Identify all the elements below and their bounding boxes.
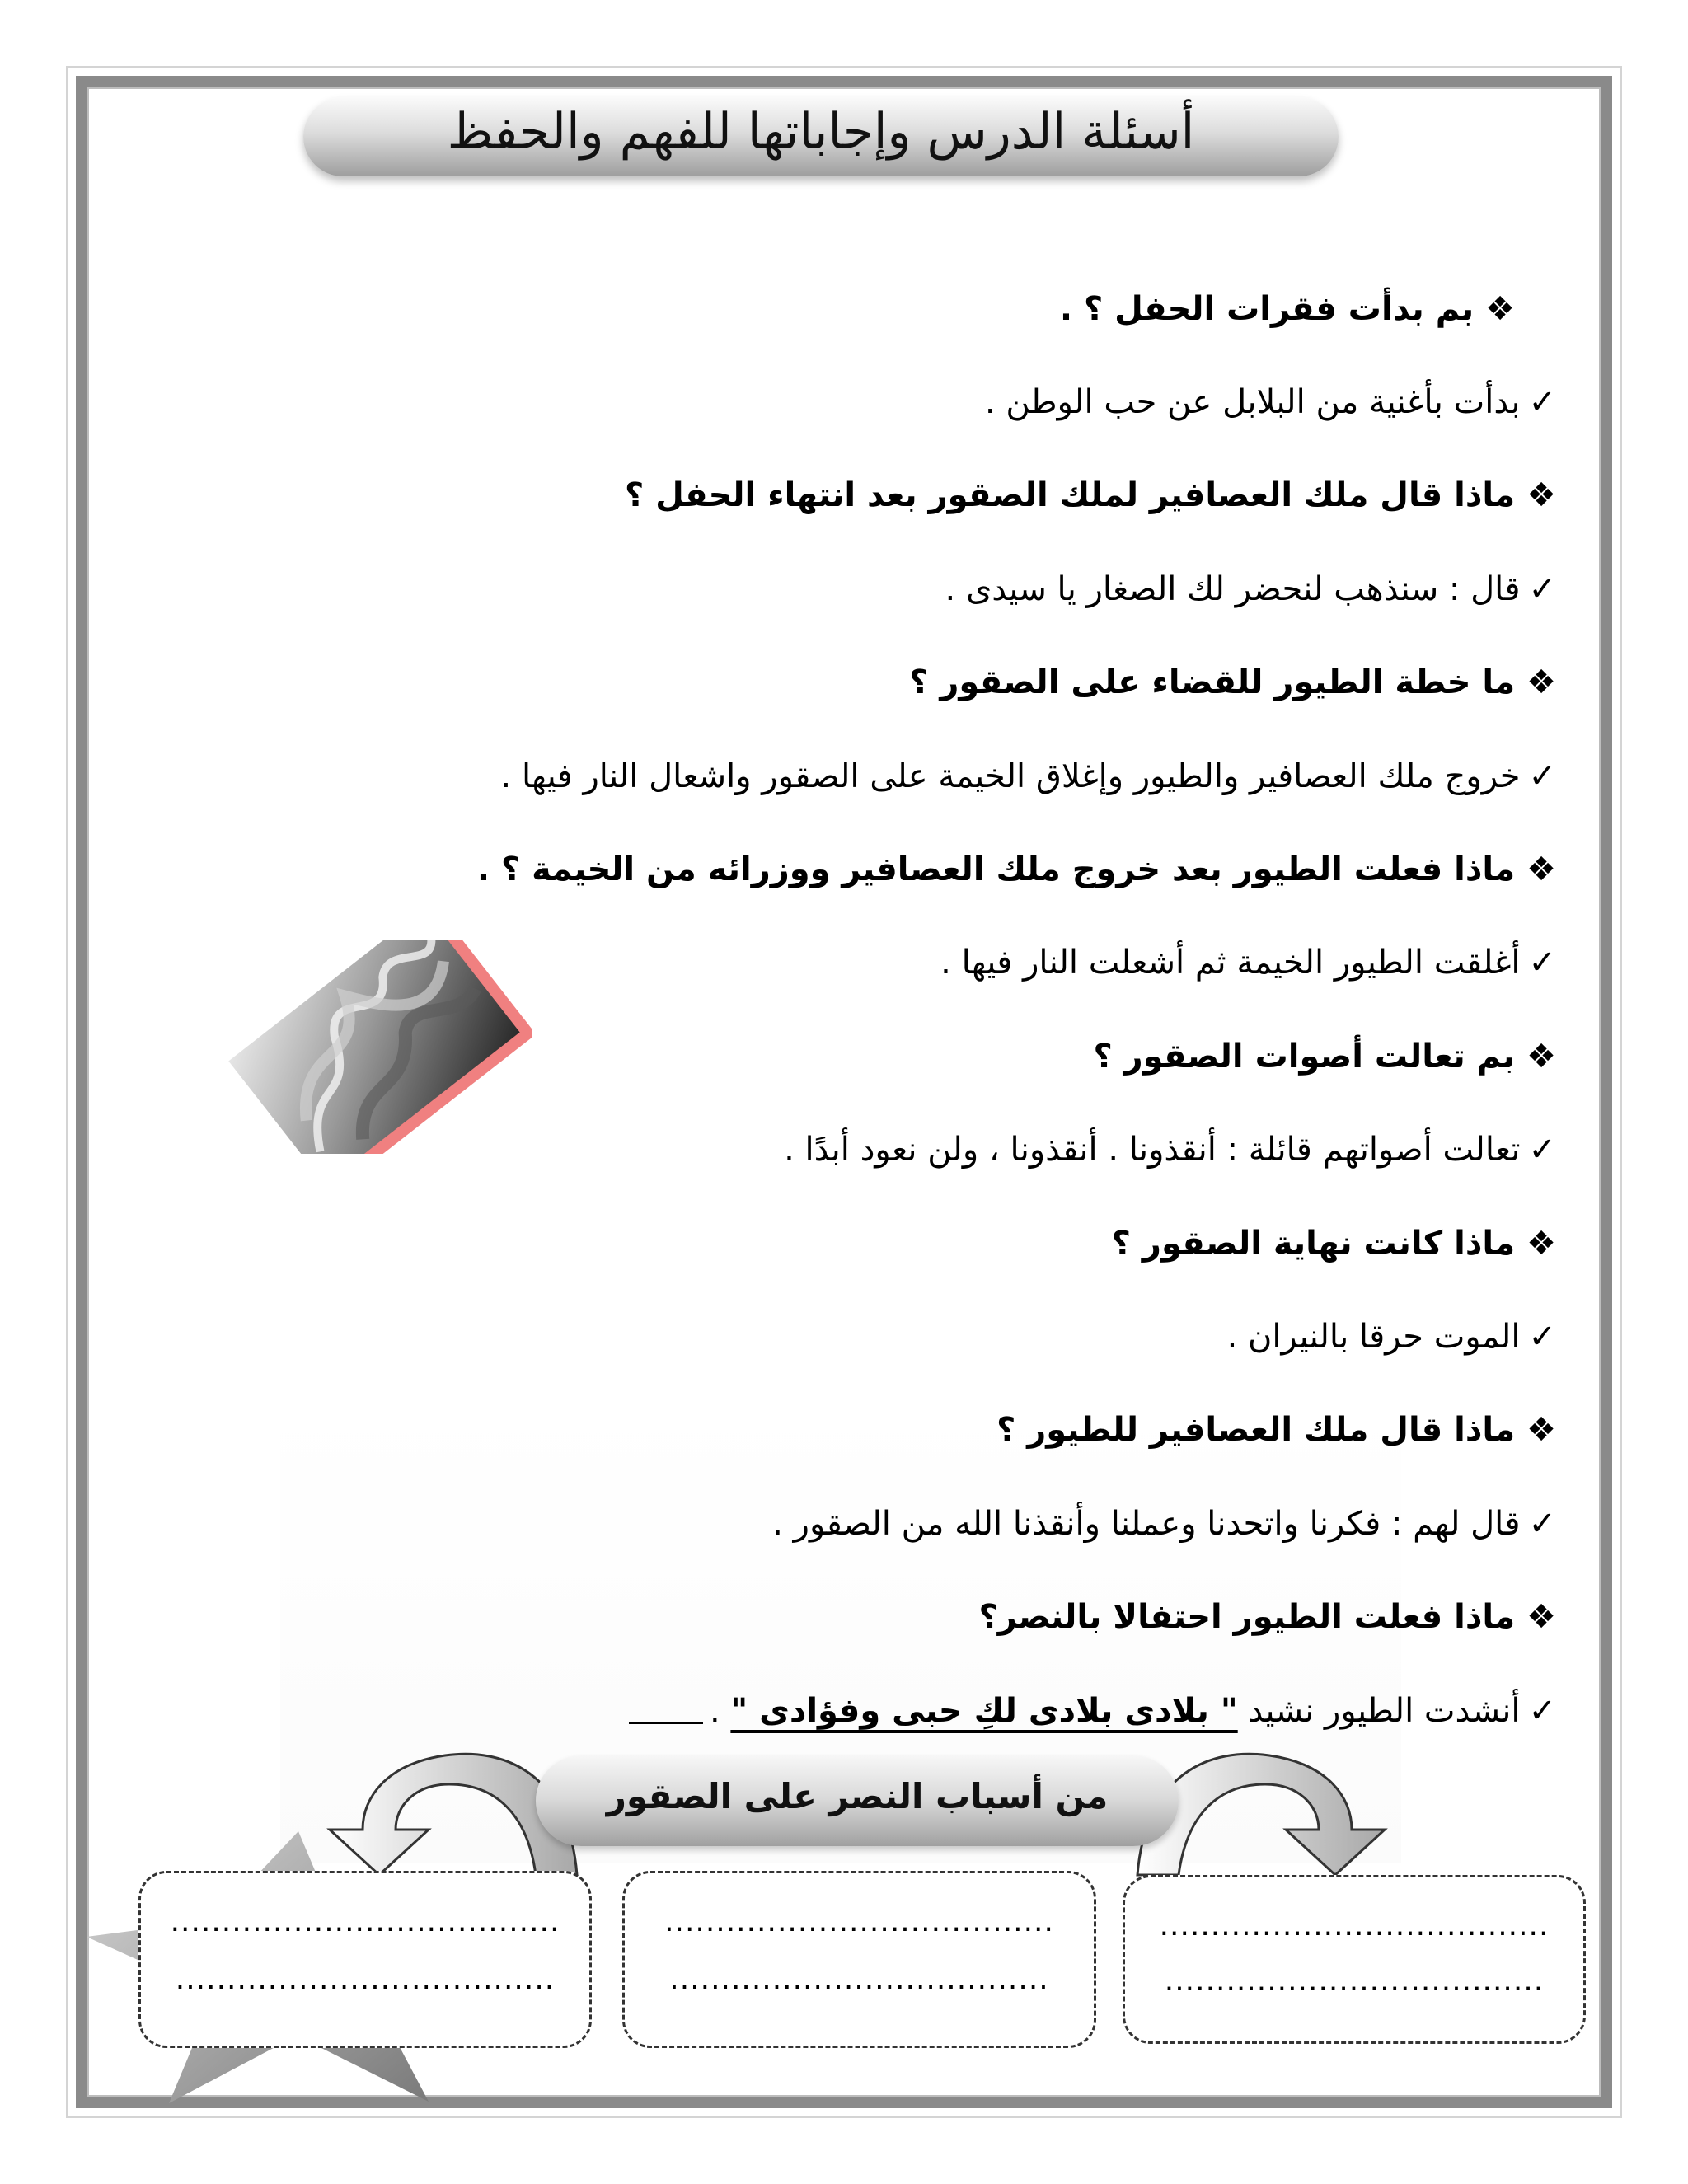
answer-7: ✓ قال لهم : فكرنا واتحدنا وعملنا وأنقذنا الله من الصقور .	[772, 1504, 1556, 1543]
answer-2: ✓ قال : سنذهب لنحضر لك الصغار يا سيدى .	[945, 569, 1556, 608]
question-2: ❖ ماذا قال ملك العصافير لملك الصقور بعد انتهاء الحفل ؟	[625, 476, 1556, 515]
blank-line: ......................................	[1159, 1909, 1550, 1943]
check-icon: ✓	[1528, 569, 1556, 608]
answer-1: ✓ بدأت بأغنية من البلابل عن حب الوطن .	[984, 383, 1556, 422]
answer-4: ✓ أغلقت الطيور الخيمة ثم أشعلت النار فيها .	[940, 944, 1556, 982]
check-icon: ✓	[1528, 383, 1556, 422]
reason-box-right[interactable]	[1123, 1875, 1586, 2044]
answer-8: ✓ أنشدت الطيور نشيد " بلادى بلادى لكِ حبى وفؤادى " .	[155, 1664, 1556, 1757]
page-title: أسئلة الدرس وإجاباتها للفهم والحفظ	[447, 103, 1195, 161]
question-1: ❖ بم بدأت فقرات الحفل ؟ .	[1059, 289, 1515, 328]
question-bullet-icon: ❖	[1526, 1224, 1556, 1263]
check-icon: ✓	[1528, 944, 1556, 982]
question-6: ❖ ماذا كانت نهاية الصقور ؟	[1111, 1224, 1556, 1263]
question-bullet-icon: ❖	[1526, 1411, 1556, 1450]
question-3: ❖ ما خطة الطيور للقضاء على الصقور ؟	[909, 663, 1556, 702]
check-icon: ✓	[1528, 1317, 1556, 1356]
reason-box-left[interactable]	[138, 1871, 592, 2048]
question-7: ❖ ماذا قال ملك العصافير للطيور ؟	[996, 1411, 1556, 1450]
answer-5: ✓ تعالت أصواتهم قائلة : أنقذونا . أنقذونا ، ولن نعود أبدًا .	[784, 1131, 1556, 1169]
answer-3: ✓ خروج ملك العصافير والطيور وإغلاق الخيمة على الصقور واشعال النار فيها .	[500, 757, 1556, 795]
check-icon: ✓	[1528, 1504, 1556, 1543]
question-bullet-icon: ❖	[1526, 663, 1556, 702]
check-icon: ✓	[1528, 1691, 1556, 1730]
answer-6: ✓ الموت حرقا بالنيران .	[1226, 1317, 1556, 1356]
question-bullet-icon: ❖	[1526, 476, 1556, 515]
question-bullet-icon: ❖	[1526, 851, 1556, 889]
check-icon: ✓	[1528, 757, 1556, 795]
question-4: ❖ ماذا فعلت الطيور بعد خروج ملك العصافير ووزرائه من الخيمة ؟ .	[476, 851, 1556, 889]
blank-line: ......................................	[170, 1905, 560, 1938]
question-bullet-icon: ❖	[1485, 289, 1515, 328]
question-bullet-icon: ❖	[1526, 1037, 1556, 1076]
reason-box-middle[interactable]	[622, 1871, 1096, 2048]
reasons-title: من أسباب النصر على الصقور	[606, 1776, 1109, 1816]
blank-line: .....................................	[175, 1962, 556, 1996]
check-icon: ✓	[1528, 1131, 1556, 1169]
question-5: ❖ بم تعالت أصوات الصقور ؟	[1093, 1037, 1556, 1076]
anthem-title: " بلادى بلادى لكِ حبى وفؤادى "	[730, 1691, 1238, 1730]
blank-line: ......................................	[664, 1905, 1054, 1938]
blank-line: .....................................	[669, 1962, 1049, 1996]
blank-line: .....................................	[1164, 1964, 1545, 1998]
question-8: ❖ ماذا فعلت الطيور احتفالا بالنصر؟	[978, 1598, 1556, 1637]
question-bullet-icon: ❖	[1526, 1598, 1556, 1637]
